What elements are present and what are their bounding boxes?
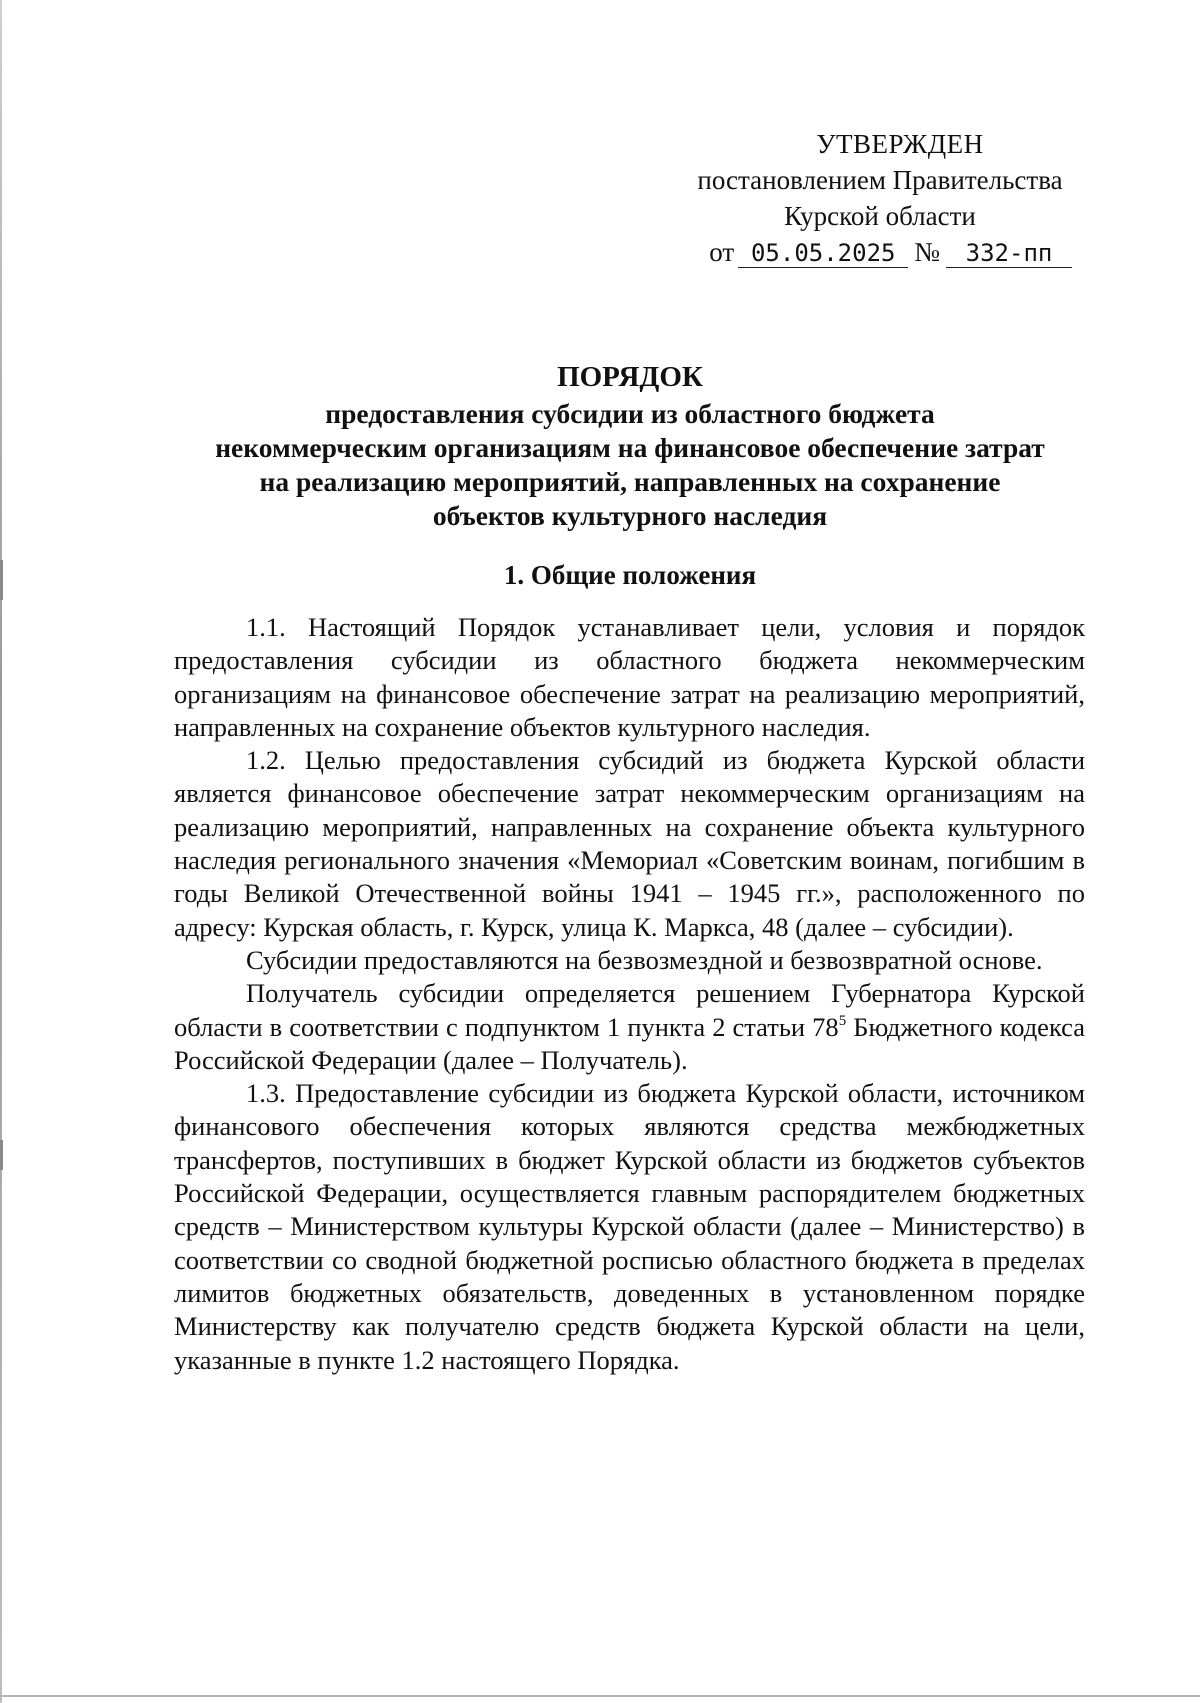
approval-line-1: постановлением Правительства <box>697 165 1063 195</box>
article-superscript: 5 <box>838 1012 847 1029</box>
approval-date: 05.05.2025 <box>738 239 908 268</box>
document-title-line: некоммерческим организациям на финансовое обеспечение затрат <box>215 432 1045 463</box>
paragraph-1-1: 1.1. Настоящий Порядок устанавливает цели, условия и порядок предоставления субсидии из областного бюджета некоммерческим организациям на финансовое обеспечение затрат на реализацию мероприятий, направленных на сохранение объектов культурного наследия. <box>174 612 1085 742</box>
scan-mark <box>0 1140 3 1170</box>
recipient-text-start: Получатель субсидии определяется решением Губернатора Курской области в соответствии с подпунктом 1 пункта 2 статьи 78 <box>174 978 1085 1042</box>
approval-block <box>660 126 1100 270</box>
scan-edge-left <box>0 0 2 1703</box>
paragraph-1-3: 1.3. Предоставление субсидии из бюджета Курской области, источником финансового обеспечения которых являются средства межбюджетных трансфертов, поступивших в бюджет Курской области из бюджетов субъектов Российской Федерации, осуществляется главным распорядителем бюджетных средств – Министерством культуры Курской области (далее – Министерство) в соответствии со сводной бюджетной росписью областного бюджета в пределах лимитов бюджетных обязательств, доведенных в установленном порядке Министерству как получателю средств бюджета Курской области на цели, указанные в пункте 1.2 настоящего Порядка. <box>174 1078 1085 1375</box>
approval-number: 332-пп <box>946 239 1072 268</box>
recipient-text-end: Бюджетного кодекса Российской Федерации (далее – Получатель). <box>174 1011 1086 1075</box>
number-sign: № <box>914 237 940 267</box>
approval-line-2: Курской области <box>784 201 976 231</box>
scan-mark <box>0 560 3 600</box>
approval-dateline <box>660 234 1100 270</box>
document-body <box>174 611 1085 1377</box>
section-heading: 1. Общие положения <box>503 560 757 590</box>
paragraph-recipient <box>174 977 1085 1077</box>
document-title <box>160 360 1100 533</box>
document-title-main: ПОРЯДОК <box>557 361 703 393</box>
date-prefix: от <box>709 237 735 267</box>
document-title-line: предоставления субсидии из областного бюджета <box>325 398 935 429</box>
document-title-line: на реализацию мероприятий, направленных на сохранение <box>259 466 1001 497</box>
approval-title: УТВЕРЖДЕН <box>816 129 984 159</box>
document-title-line: объектов культурного наследия <box>432 500 828 531</box>
paragraph-subsidy-basis: Субсидии предоставляются на безвозмездной и безвозвратной основе. <box>246 944 1043 975</box>
paragraph-1-2: 1.2. Целью предоставления субсидий из бюджета Курской области является финансовое обеспечение затрат некоммерческим организациям на реализацию мероприятий, направленных на сохранение объекта культурного наследия регионального значения «Мемориал «Советским воинам, погибшим в годы Великой Отечественной войны 1941 – 1945 гг.», расположенного по адресу: Курская область, г. Курск, улица К. Маркса, 48 (далее – субсидии). <box>174 745 1085 942</box>
scan-edge-bottom <box>0 1695 1200 1697</box>
